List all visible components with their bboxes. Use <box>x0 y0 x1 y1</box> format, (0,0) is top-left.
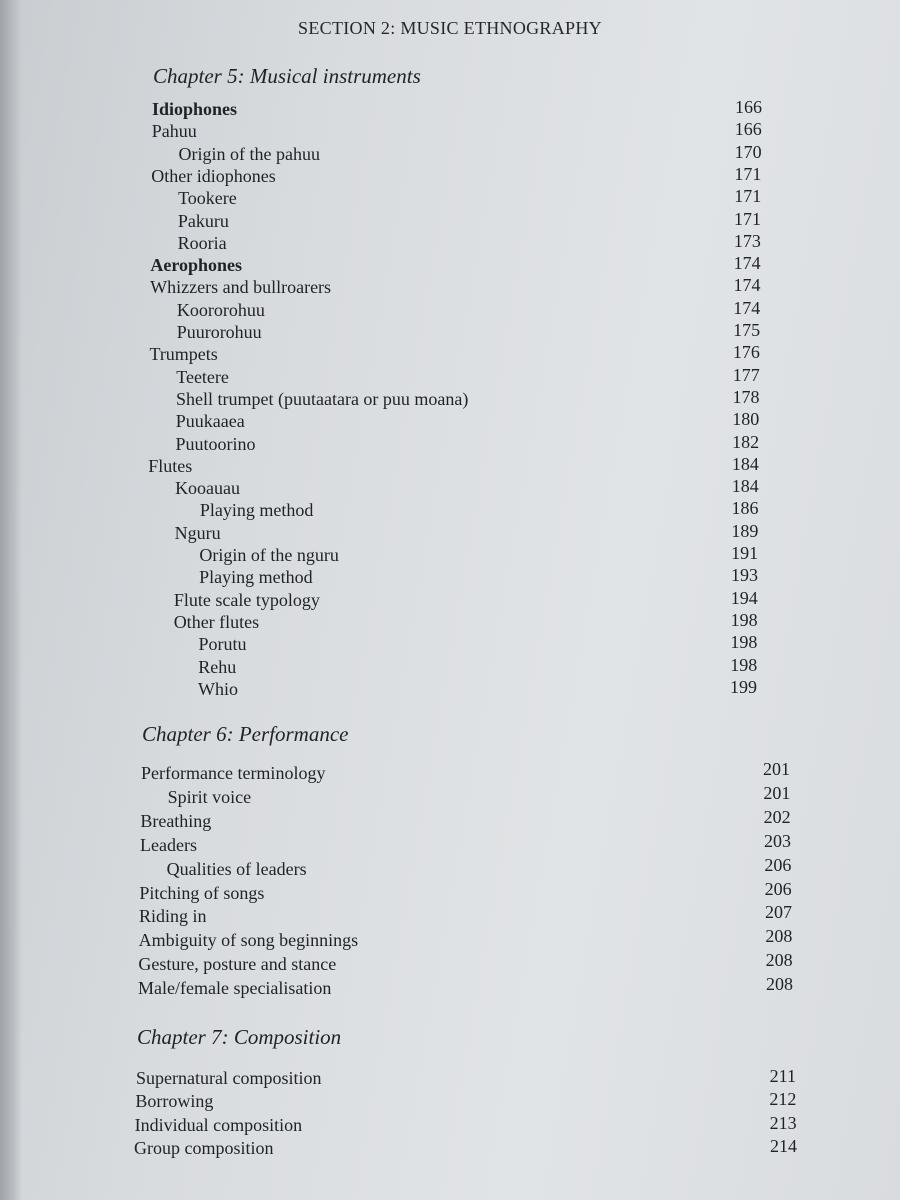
toc-entry: Whizzers and bullroarers <box>150 277 332 298</box>
toc-entry: Riding in <box>139 906 207 927</box>
toc-page-number: 166 <box>735 97 762 117</box>
chapter-title: Chapter 6: Performance <box>142 722 349 746</box>
toc-entry: Performance terminology <box>141 763 326 783</box>
toc-entry: Rooria <box>177 232 227 253</box>
toc-page-number: 175 <box>733 320 761 340</box>
toc-entry: Other flutes <box>173 611 260 632</box>
toc-page-number: 171 <box>734 163 762 184</box>
toc-entry: Pahuu <box>151 121 197 142</box>
toc-page-number: 203 <box>764 830 791 851</box>
toc-page-number: 184 <box>731 476 759 497</box>
toc-page-number: 208 <box>765 950 793 971</box>
toc-entry: Origin of the nguru <box>199 545 339 565</box>
toc-entry: Koororohuu <box>176 299 265 320</box>
toc-page-number: 208 <box>766 974 793 995</box>
toc-entry: Ambiguity of song beginnings <box>138 930 359 951</box>
page-gutter-shadow <box>0 0 22 1200</box>
toc-entry: Leaders <box>140 834 197 855</box>
toc-page-number: 202 <box>763 806 791 827</box>
toc-entry: Male/female specialisation <box>138 978 332 999</box>
chapter-title: Chapter 7: Composition <box>137 1025 342 1049</box>
toc-page-number: 211 <box>769 1066 796 1086</box>
toc-page-number: 191 <box>731 543 759 563</box>
toc-page-number: 171 <box>734 186 762 207</box>
toc-page-number: 214 <box>770 1135 797 1156</box>
toc-entry: Other idiophones <box>151 165 276 186</box>
toc-page-number: 206 <box>764 878 792 899</box>
toc-page-number: 213 <box>769 1112 797 1133</box>
toc-page-number: 208 <box>765 926 793 947</box>
toc-page-number: 177 <box>732 364 760 385</box>
toc-entry: Breathing <box>140 810 212 831</box>
toc-page-number: 198 <box>730 654 758 675</box>
toc-entry: Qualities of leaders <box>166 858 307 879</box>
toc-page-number: 166 <box>734 119 762 140</box>
running-head: SECTION 2: MUSIC ETHNOGRAPHY <box>298 18 602 38</box>
toc-entry: Flute scale typology <box>173 589 320 610</box>
toc-page-number: 189 <box>731 520 759 541</box>
toc-page-number: 193 <box>730 565 758 586</box>
toc-page-number: 212 <box>769 1089 797 1110</box>
toc-entry: Spirit voice <box>167 786 252 807</box>
toc-entry: Teetere <box>176 366 229 387</box>
toc-page-number: 207 <box>765 902 792 923</box>
toc-entry: Kooauau <box>175 478 241 499</box>
toc-page-number: 198 <box>730 632 758 653</box>
toc-page-number: 198 <box>730 609 758 630</box>
toc-page-number: 199 <box>730 676 757 697</box>
toc-entry: Borrowing <box>135 1091 214 1112</box>
toc-page-number: 186 <box>731 498 759 519</box>
toc-entry: Rehu <box>198 656 237 677</box>
toc-entry: Pitching of songs <box>139 882 265 903</box>
toc-entry: Shell trumpet (puutaatara or puu moana) <box>176 388 469 409</box>
toc-entry: Nguru <box>174 522 221 543</box>
toc-page-number: 180 <box>732 409 760 430</box>
toc-page-number: 170 <box>734 141 762 162</box>
toc-entry: Tookere <box>178 188 237 209</box>
toc-entry: Puukaaea <box>175 411 245 432</box>
toc-page-number: 174 <box>733 253 761 274</box>
toc-page-number: 182 <box>732 431 760 452</box>
toc-entry: Pakuru <box>177 210 229 231</box>
toc-page-number: 178 <box>732 386 760 407</box>
toc-entry: Group composition <box>134 1137 274 1158</box>
toc-page-number: 201 <box>763 759 790 779</box>
toc-page-number: 176 <box>732 342 760 363</box>
toc-page-number: 174 <box>733 275 761 296</box>
toc-entry: Aerophones <box>150 255 243 276</box>
toc-entry: Playing method <box>199 567 313 588</box>
toc-entry: Puutoorino <box>175 433 256 454</box>
toc-page-number: 174 <box>733 297 761 318</box>
toc-entry: Whio <box>198 678 238 699</box>
toc-page-number: 173 <box>733 230 761 251</box>
toc-entry: Trumpets <box>149 344 218 365</box>
toc-page-number: 171 <box>734 208 762 229</box>
toc-entry: Puurorohuu <box>176 322 262 342</box>
toc-entry: Porutu <box>198 634 247 655</box>
chapter-title: Chapter 5: Musical instruments <box>153 64 421 88</box>
toc-entry: Gesture, posture and stance <box>138 954 337 975</box>
toc-entry: Origin of the pahuu <box>178 143 320 164</box>
toc-entry: Supernatural composition <box>136 1068 322 1088</box>
toc-entry: Playing method <box>199 500 314 521</box>
toc-entry: Individual composition <box>134 1114 303 1135</box>
toc-entry: Idiophones <box>152 99 238 119</box>
toc-page-number: 206 <box>764 854 792 875</box>
toc-page-number: 194 <box>730 587 758 608</box>
toc-page-number: 201 <box>763 782 791 803</box>
toc-page-number: 184 <box>731 453 759 474</box>
toc-entry: Flutes <box>148 455 193 476</box>
